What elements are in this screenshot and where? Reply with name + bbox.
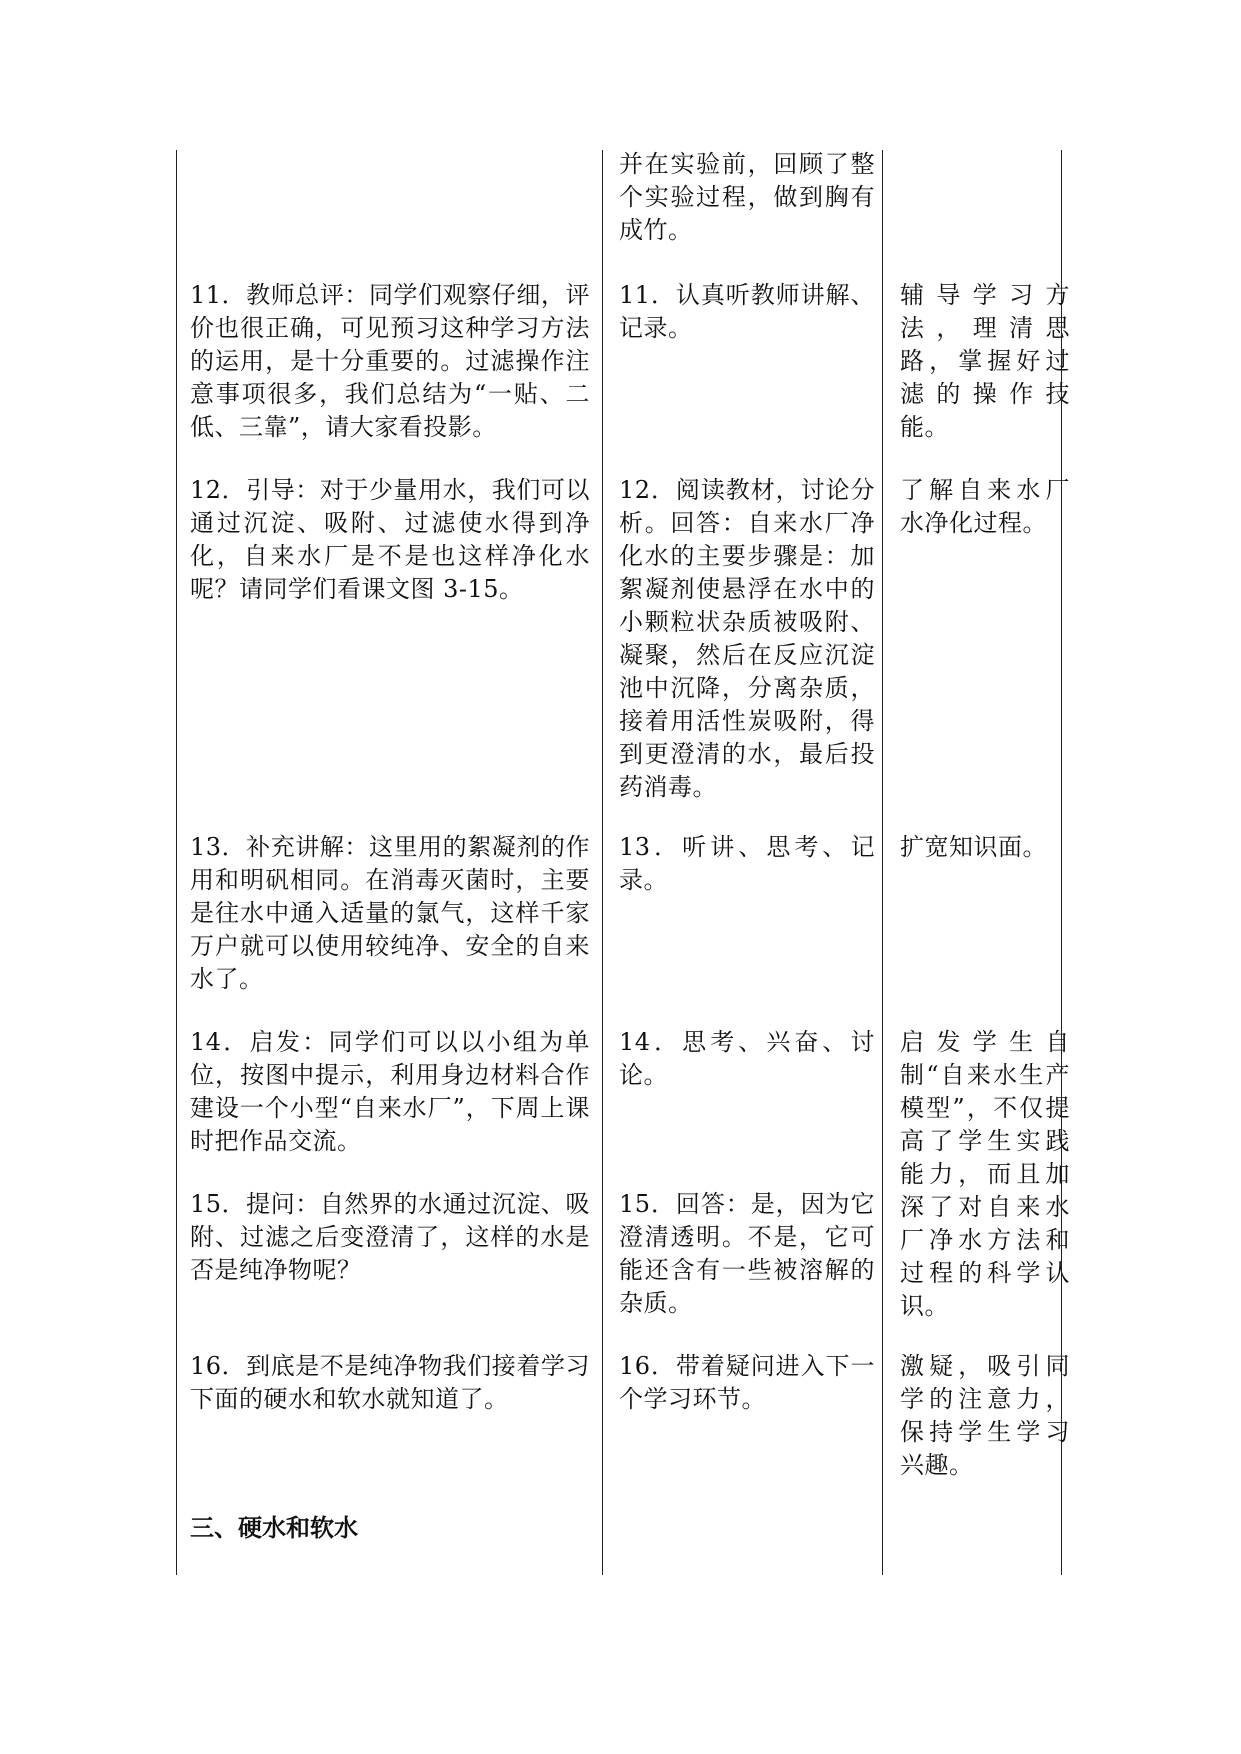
design-intent-cell: 扩宽知识面。 [900,833,1047,861]
design-intent-cell: 辅导学习方法，理清思路，掌握好过滤的操作技能。 [900,281,1070,441]
teacher-activity-cell: 15．提问：自然界的水通过沉淀、吸附、过滤之后变澄清了，这样的水是否是纯净物呢？ [190,1190,590,1284]
table-divider-2 [882,150,883,1575]
student-activity-cell: 14．思考、兴奋、讨论。 [619,1028,875,1089]
table-divider-1 [602,150,603,1575]
teacher-activity-cell: 13．补充讲解：这里用的絮凝剂的作用和明矾相同。在消毒灭菌时，主要是往水中通入适量的氯气，这样千家万户就可以使用较纯净、安全的自来水了。 [190,833,590,993]
teacher-activity-cell: 12．引导：对于少量用水，我们可以通过沉淀、吸附、过滤使水得到净化，自来水厂是不是也这样净化水呢？请同学们看课文图 3-15。 [190,476,590,603]
student-activity-cell: 15．回答：是，因为它澄清透明。不是，它可能还含有一些被溶解的杂质。 [619,1190,875,1317]
table-border-left [176,150,177,1575]
teacher-activity-cell: 14．启发：同学们可以以小组为单位，按图中提示，利用身边材料合作建设一个小型“自来水厂”，下周上课时把作品交流。 [190,1028,590,1155]
student-activity-cell: 16．带着疑问进入下一个学习环节。 [619,1352,875,1413]
student-activity-cell: 12．阅读教材，讨论分析。回答：自来水厂净化水的主要步骤是：加絮凝剂使悬浮在水中的小颗粒状杂质被吸附、凝聚，然后在反应沉淀池中沉降，分离杂质，接着用活性炭吸附，得到更澄清的水，最后投药消毒。 [619,476,875,801]
design-intent-cell: 启发学生自制“自来水生产模型”，不仅提高了学生实践能力，而且加深了对自来水厂净水方法和过程的科学认识。 [900,1028,1070,1320]
section-heading: 三、硬水和软水 [190,1514,358,1542]
design-intent-cell: 激疑，吸引同学的注意力，保持学生学习兴趣。 [900,1352,1070,1479]
teacher-activity-cell: 11．教师总评：同学们观察仔细，评价也很正确，可见预习这种学习方法的运用，是十分重要的。过滤操作注意事项很多，我们总结为“一贴、二低、三靠”，请大家看投影。 [190,281,590,441]
design-intent-cell: 了解自来水厂水净化过程。 [900,476,1070,537]
student-activity-cell: 并在实验前，回顾了整个实验过程，做到胸有成竹。 [619,150,875,244]
teacher-activity-cell: 16．到底是不是纯净物我们接着学习下面的硬水和软水就知道了。 [190,1352,590,1413]
student-activity-cell: 11．认真听教师讲解、记录。 [619,281,875,342]
student-activity-cell: 13．听讲、思考、记录。 [619,833,875,894]
